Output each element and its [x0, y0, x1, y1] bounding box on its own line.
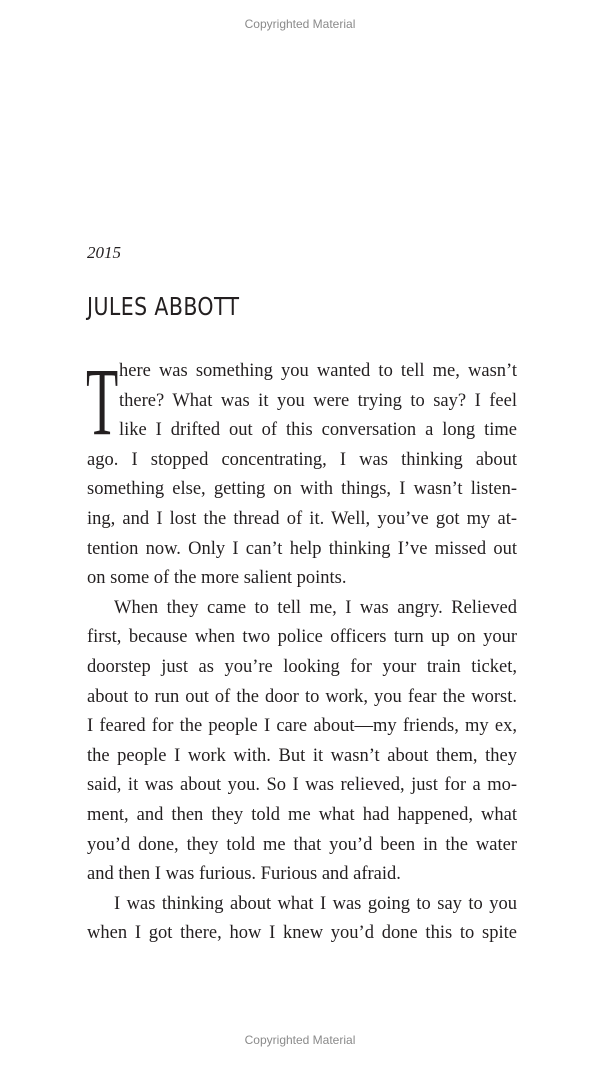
text-line: when I got there, how I knew you’d done this to spite [87, 923, 517, 944]
copyright-watermark-bottom: Copyrighted Material [244, 1033, 356, 1047]
drop-cap: T [86, 348, 119, 455]
text-line: I feared for the people I care about—my friends, my ex, [87, 716, 517, 737]
text-line: like I drifted out of this conversation a long time [119, 420, 517, 441]
text-line: ment, and then they told me what had happened, what [87, 805, 517, 825]
text-line: When they came to tell me, I was angry. Relieved [114, 597, 517, 618]
text-line: on some of the more salient points. [87, 568, 347, 589]
text-line: you’d done, they told me that you’d been in the water [87, 834, 517, 855]
text-line: ago. I stopped concentrating, I was thinking about [87, 449, 517, 470]
copyright-watermark-top: Copyrighted Material [244, 17, 356, 31]
text-line: doorstep just as you’re looking for your train ticket, [87, 657, 517, 677]
text-line: tention now. Only I can’t help thinking I’ve missed out [87, 538, 517, 559]
text-line: something else, getting on with things, I wasn’t listen- [87, 479, 517, 500]
text-line: I was thinking about what I was going to say to you [114, 893, 517, 914]
text-line: ing, and I lost the thread of it. Well, you’ve got my at- [87, 509, 517, 529]
text-line: and then I was furious. Furious and afraid. [87, 864, 401, 885]
text-line: about to run out of the door to work, you fear the worst. [87, 686, 517, 707]
text-line: here was something you wanted to tell me, wasn’t [119, 361, 517, 381]
text-line: the people I work with. But it wasn’t about them, they [87, 745, 517, 766]
text-line: first, because when two police officers turn up on your [87, 627, 517, 648]
text-line: said, it was about you. So I was relieved, just for a mo- [87, 775, 517, 796]
text-line: there? What was it you were trying to say? I feel [119, 390, 517, 411]
chapter-title: JULES ABBOTT [87, 292, 240, 321]
chapter-year: 2015 [87, 243, 121, 262]
